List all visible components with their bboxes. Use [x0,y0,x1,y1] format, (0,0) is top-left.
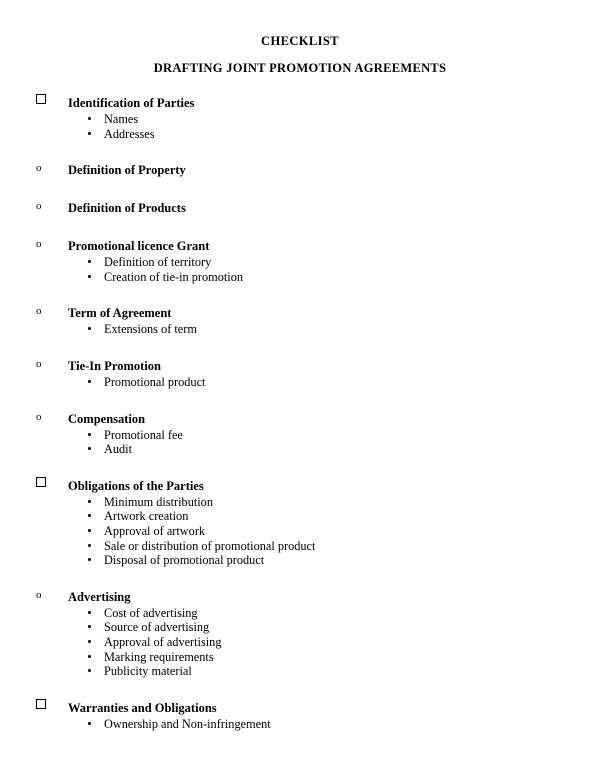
section-title: Promotional licence Grant [68,239,210,254]
section-item-list [0,428,600,457]
bullet-icon [88,428,91,443]
list-item [0,322,600,337]
bullet-icon [88,270,91,285]
checkbox-circle-icon[interactable]: o [36,162,42,175]
list-item-label: Disposal of promotional product [104,553,265,568]
bullet-icon [88,255,91,270]
list-item [0,606,600,621]
section-item-list [0,112,600,141]
list-item-label: Cost of advertising [104,605,198,620]
checklist-sections [0,94,600,731]
list-item [0,620,600,635]
section-header [0,94,600,112]
bullet-icon [88,635,91,650]
section-header [0,699,600,717]
checkbox-circle-icon[interactable]: o [36,357,42,370]
list-item [0,255,600,270]
bullet-icon [88,112,91,127]
bullet-icon [88,664,91,679]
checklist-section [0,94,600,141]
list-item-label: Promotional fee [104,427,183,442]
section-title: Identification of Parties [68,96,195,110]
bullet-icon [88,127,91,142]
section-header [0,588,600,606]
list-item [0,509,600,524]
list-item [0,635,600,650]
list-item [0,495,600,510]
checkbox-square-icon[interactable] [36,699,56,713]
list-item [0,428,600,443]
bullet-icon [88,553,91,568]
checkbox-circle-icon[interactable]: o [36,410,42,423]
section-item-list [0,322,600,337]
section-title: Definition of Products [68,201,186,216]
section-header [0,304,600,322]
bullet-icon [88,442,91,457]
list-item [0,270,600,285]
bullet-icon [88,495,91,510]
section-header [0,477,600,495]
list-item-label: Definition of territory [104,255,212,270]
checklist-section [0,357,600,390]
section-header [0,199,600,217]
list-item-label: Addresses [104,126,155,141]
list-item-label: Extensions of term [104,322,197,337]
section-header [0,410,600,428]
section-title: Tie-In Promotion [68,358,161,373]
checkbox-circle-icon[interactable]: o [36,305,42,318]
checkbox-circle-icon[interactable]: o [36,200,42,213]
bullet-icon [88,650,91,665]
list-item-label: Ownership and Non-infringement [104,716,271,731]
checklist-section [0,699,600,732]
bullet-icon [88,620,91,635]
list-item [0,127,600,142]
bullet-icon [88,322,91,337]
checklist-section [0,237,600,284]
document-title: CHECKLIST [261,34,339,48]
list-item-label: Publicity material [104,664,192,679]
list-item-label: Creation of tie-in promotion [104,269,243,284]
section-header [0,161,600,179]
list-item-label: Promotional product [104,374,206,389]
section-item-list [0,717,600,732]
list-item [0,650,600,665]
list-item [0,524,600,539]
section-title: Definition of Property [68,163,186,178]
list-item-label: Audit [104,442,133,457]
list-item-label: Artwork creation [104,509,189,524]
section-title: Warranties and Obligations [68,700,217,715]
checkbox-square-icon[interactable] [36,94,56,108]
checklist-section [0,588,600,679]
list-item [0,717,600,732]
list-item [0,442,600,457]
list-item-label: Approval of advertising [104,634,222,649]
checkbox-circle-icon[interactable]: o [36,238,42,251]
bullet-icon [88,539,91,554]
section-header [0,237,600,255]
list-item [0,664,600,679]
section-item-list [0,495,600,568]
bullet-icon [88,509,91,524]
checkbox-circle-icon[interactable]: o [36,588,42,601]
section-item-list [0,255,600,284]
list-item [0,553,600,568]
list-item-label: Minimum distribution [104,494,213,509]
bullet-icon [88,606,91,621]
section-title: Advertising [68,589,131,604]
checklist-section [0,199,600,217]
section-header [0,357,600,375]
list-item [0,375,600,390]
checklist-section [0,161,600,179]
section-item-list [0,606,600,679]
bullet-icon [88,524,91,539]
section-title: Compensation [68,411,146,426]
section-title: Term of Agreement [68,306,172,321]
bullet-icon [88,717,91,732]
section-item-list [0,375,600,390]
list-item-label: Sale or distribution of promotional product [104,538,316,553]
list-item-label: Source of advertising [104,620,210,635]
list-item [0,539,600,554]
checklist-section [0,304,600,337]
list-item-label: Names [104,112,139,126]
document-subtitle: DRAFTING JOINT PROMOTION AGREEMENTS [153,60,447,75]
list-item [0,112,600,127]
section-title: Obligations of the Parties [68,478,204,493]
checklist-section [0,410,600,457]
bullet-icon [88,375,91,390]
list-item-label: Approval of artwork [104,523,206,538]
list-item-label: Marking requirements [104,649,214,664]
checklist-section [0,477,600,568]
checkbox-square-icon[interactable] [36,477,56,491]
